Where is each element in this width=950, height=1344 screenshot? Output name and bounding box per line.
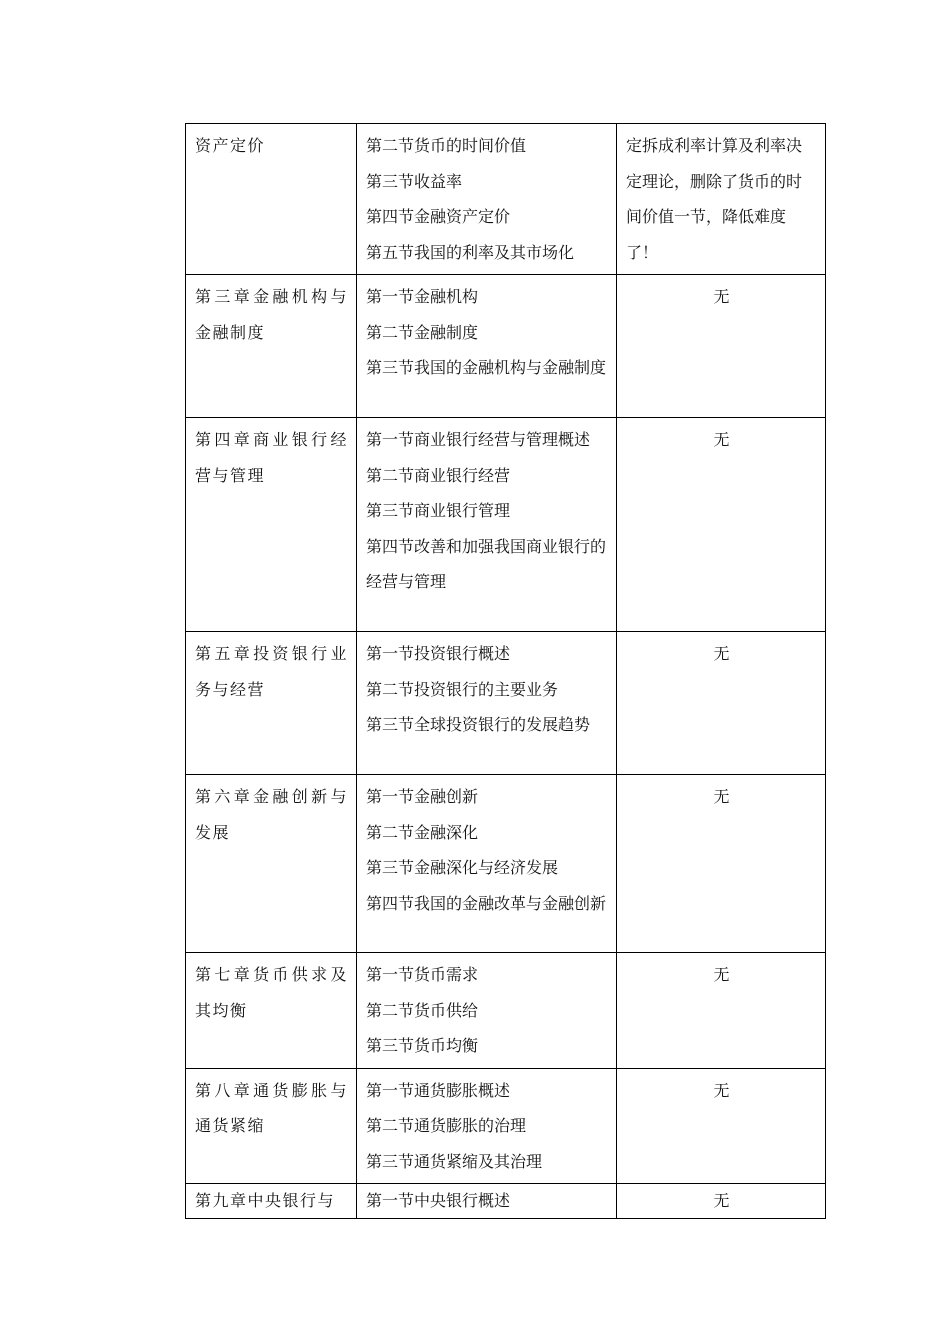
note-text: 无 (713, 1080, 730, 1100)
section-item: 第三节收益率 (366, 171, 463, 191)
note-cell (617, 124, 826, 275)
chapter-title: 第八章通货膨胀与通货紧缩 (195, 1080, 348, 1135)
section-item: 第三节全球投资银行的发展趋势 (366, 715, 591, 734)
syllabus-table (185, 123, 826, 1219)
section-item: 第一节中央银行概述 (366, 1191, 511, 1210)
note-cell (617, 418, 826, 632)
section-item: 第二节投资银行的主要业务 (366, 679, 559, 699)
chapter-cell (186, 124, 357, 275)
section-item: 第五节我国的利率及其市场化 (366, 242, 575, 262)
table-row (186, 275, 826, 418)
section-item: 第四节改善和加强我国商业银行的经营与管理 (366, 536, 607, 591)
sections-cell (357, 124, 617, 275)
section-item: 第一节通货膨胀概述 (366, 1080, 511, 1100)
note-text: 定拆成利率计算及利率决定理论，删除了货币的时间价值一节，降低难度了！ (626, 136, 803, 262)
chapter-cell (186, 275, 357, 418)
chapter-cell (186, 1184, 357, 1219)
note-cell (617, 632, 826, 775)
note-text: 无 (713, 644, 730, 663)
section-item: 第二节金融深化 (366, 822, 479, 842)
sections-cell (357, 775, 617, 953)
section-item: 第二节通货膨胀的治理 (366, 1116, 527, 1135)
sections-cell (357, 1068, 617, 1184)
chapter-title: 第九章中央银行与 (195, 1191, 336, 1210)
section-item: 第二节金融制度 (366, 322, 479, 342)
table-row (186, 1068, 826, 1184)
section-item: 第三节金融深化与经济发展 (366, 858, 559, 877)
note-text: 无 (713, 1191, 730, 1210)
note-cell (617, 275, 826, 418)
chapter-cell (186, 775, 357, 953)
section-item: 第一节商业银行经营与管理概述 (366, 430, 591, 449)
section-item: 第二节商业银行经营 (366, 465, 511, 485)
section-item: 第三节商业银行管理 (366, 501, 511, 520)
note-text: 无 (713, 430, 730, 449)
section-item: 第一节金融机构 (366, 287, 479, 306)
note-cell (617, 775, 826, 953)
chapter-cell (186, 418, 357, 632)
table-row (186, 124, 826, 275)
table-row (186, 632, 826, 775)
table-row (186, 953, 826, 1069)
table-row (186, 1184, 826, 1219)
table-row (186, 775, 826, 953)
chapter-title: 第四章商业银行经营与管理 (195, 430, 348, 485)
section-item: 第四节金融资产定价 (366, 207, 511, 226)
sections-cell (357, 418, 617, 632)
table-row (186, 418, 826, 632)
section-item: 第三节货币均衡 (366, 1036, 479, 1055)
section-item: 第三节我国的金融机构与金融制度 (366, 358, 607, 377)
note-cell (617, 1068, 826, 1184)
chapter-title: 第七章货币供求及其均衡 (195, 965, 348, 1020)
chapter-cell (186, 953, 357, 1069)
section-item: 第一节金融创新 (366, 787, 479, 806)
note-text: 无 (713, 287, 730, 306)
chapter-cell (186, 1068, 357, 1184)
section-item: 第四节我国的金融改革与金融创新 (366, 893, 607, 913)
sections-cell (357, 1184, 617, 1219)
chapter-title: 资产定价 (195, 136, 266, 155)
chapter-title: 第三章金融机构与金融制度 (195, 287, 348, 342)
sections-cell (357, 275, 617, 418)
chapter-title: 第六章金融创新与发展 (195, 787, 348, 842)
syllabus-body (186, 124, 826, 1219)
chapter-cell (186, 632, 357, 775)
note-text: 无 (713, 787, 730, 806)
section-item: 第一节投资银行概述 (366, 644, 511, 663)
section-item: 第三节通货紧缩及其治理 (366, 1151, 543, 1171)
note-cell (617, 1184, 826, 1219)
section-item: 第二节货币的时间价值 (366, 136, 527, 155)
sections-cell (357, 632, 617, 775)
note-cell (617, 953, 826, 1069)
section-item: 第一节货币需求 (366, 965, 479, 984)
section-item: 第二节货币供给 (366, 1000, 479, 1020)
sections-cell (357, 953, 617, 1069)
chapter-title: 第五章投资银行业务与经营 (195, 644, 348, 699)
note-text: 无 (713, 965, 730, 984)
